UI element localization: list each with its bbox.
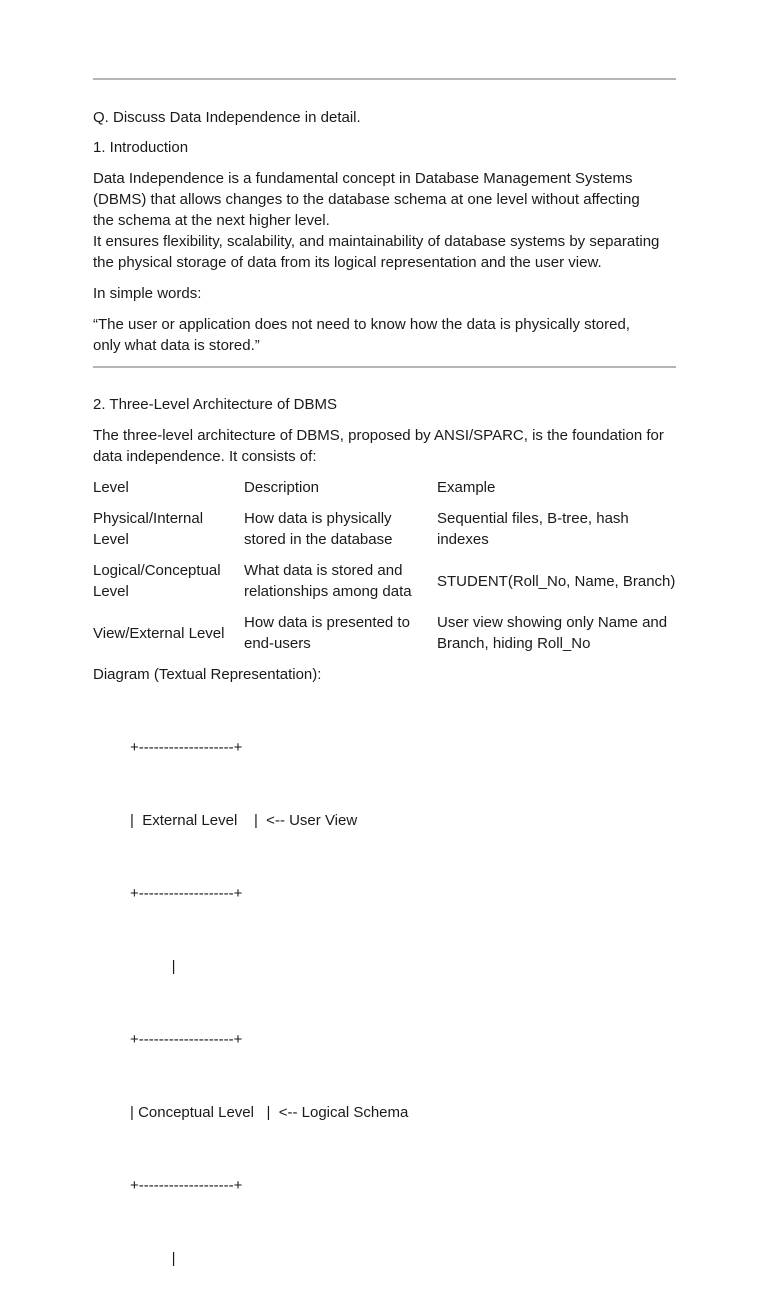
intro-paragraph [93,168,676,273]
text-line: The three-level architecture of DBMS, proposed by ANSI/SPARC, is the foundation for [93,427,664,444]
cell-line: stored in the database [244,531,393,548]
diagram-line: +-------------------+ [130,1031,243,1048]
text-line: “The user or application does not need to know how the data is physically stored, [93,316,630,333]
cell-line: What data is stored and [244,562,403,579]
cell-line: STUDENT(Roll_No, Name, Branch) [437,572,676,590]
text-line: the physical storage of data from its logical representation and the user view. [93,254,602,271]
question-title: Q. Discuss Data Independence in detail. [93,109,361,126]
diagram-line: | Conceptual Level | <-- Logical Schema [130,1104,409,1121]
table-row [93,602,676,654]
cell-line: Logical/Conceptual [93,562,221,579]
table-cell [244,498,437,550]
table-cell [244,550,437,602]
table-cell [93,602,244,654]
table-row [93,550,676,602]
table-cell [93,498,244,550]
table-cell [437,550,676,602]
text-line: (DBMS) that allows changes to the database schema at one level without affecting [93,191,640,208]
table-header-row [93,477,676,498]
document-content [93,78,676,1311]
cell-line: Level [93,531,129,548]
levels-table [93,477,676,654]
diagram-line: +-------------------+ [130,885,243,902]
cell-line: How data is presented to [244,614,410,631]
diagram-line: +-------------------+ [130,1177,243,1194]
cell-line: How data is physically [244,510,392,527]
column-header: Description [244,479,320,496]
text-line: It ensures flexibility, scalability, and maintainability of database systems by separating [93,233,660,250]
table-row [93,498,676,550]
table-cell [437,498,676,550]
cell-line: Sequential files, B-tree, hash [437,510,629,527]
cell-line: Physical/Internal [93,510,204,527]
table-cell [244,602,437,654]
text-line: Data Independence is a fundamental concept in Database Management Systems [93,170,633,187]
cell-line: User view showing only Name and [437,614,668,631]
cell-line: Level [93,583,129,600]
cell-line: relationships among data [244,583,412,600]
top-divider [93,78,676,80]
diagram-line: | External Level | <-- User View [130,812,358,829]
quote-block [93,314,676,356]
section-heading-architecture: 2. Three-Level Architecture of DBMS [93,396,337,413]
cell-line: Branch, hiding Roll_No [437,635,591,652]
section-heading-introduction: 1. Introduction [93,139,189,156]
text-line: the schema at the next higher level. [93,212,330,229]
text-line: data independence. It consists of: [93,448,317,465]
diagram-line: +-------------------+ [130,739,243,756]
architecture-intro [93,425,676,467]
table-cell [437,602,676,654]
text-line: only what data is stored.” [93,337,260,354]
simple-words-label: In simple words: [93,285,202,302]
text-diagram [130,685,676,1311]
diagram-line: | [130,958,176,975]
table-cell [93,550,244,602]
cell-line: indexes [437,531,489,548]
cell-line: end-users [244,635,311,652]
section-divider [93,366,676,368]
column-header: Level [93,479,129,496]
diagram-line: | [130,1250,176,1267]
diagram-title: Diagram (Textual Representation): [93,666,322,683]
column-header: Example [437,479,496,496]
cell-line: View/External Level [93,624,225,642]
